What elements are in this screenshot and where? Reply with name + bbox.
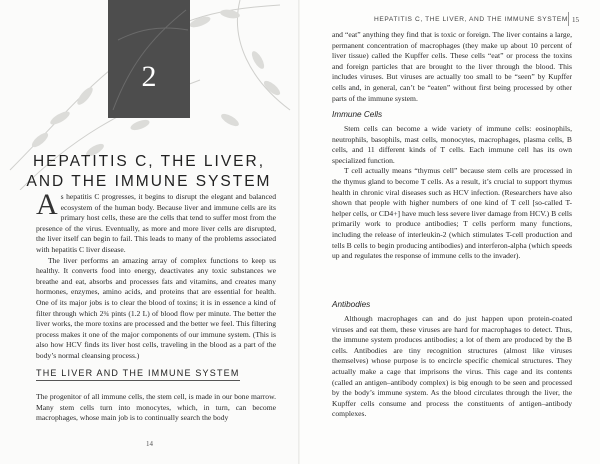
paragraph-antibodies: Although macrophages can and do just happen upon protein-coated viruses and eat them, these viruses are hard for macrophages to detect. Thus, the immune system produces antibodies; a lot of them are produced by the B cells. Antibodies are tiny recognition structures (almost like viruses themselves) whose purpose is to encircle specific chemical structures. They actually make a cage that imprisons the virus. This cage and its contents (called an antigen–antibody complex) is big enough to be seen and processed by the body’s immune system. As the blood circulates through the liver, the Kupffer cells consume and process the constituents of antigen–antibody complexes.: [332, 314, 572, 419]
subheading-immune-cells: Immune Cells: [332, 110, 383, 119]
chapter-number-block: [108, 0, 190, 118]
left-body-text: [36, 188, 276, 362]
right-body-text-top: [332, 30, 572, 104]
page-number-left: 14: [146, 440, 153, 448]
section-heading: THE LIVER AND THE IMMUNE SYSTEM: [36, 368, 240, 381]
chapter-number: 2: [141, 60, 157, 93]
paragraph-stem-cell: The progenitor of all immune cells, the stem cell, is made in our bone marrow. Many stem cells turn into monocytes, which, in turn, can become macrophages, whose main job is to continually search the body: [36, 392, 276, 423]
chapter-title: [10, 152, 288, 192]
right-body-text-bottom: [332, 314, 572, 420]
paragraph-t-cells: T cell actually means “thymus cell” because stem cells are processed in the thymus gland to become T cells. As a result, it’s crucial to support thymus health in chronic viral diseases such as HCV infection. (Researchers have also shown that people with higher numbers of one kind of T cell [so-called T-helper cells, or CD4+] have much less severe liver damage from HCV.) B cells primarily work to produce antibodies; T cells perform many functions, including the release of interleukin-2 (which stimulates T-cell production and tells B cells to begin producing antibodies) and interferon-alpha (which speeds up and regulates the response of immune cells to the invader).: [332, 166, 572, 261]
subheading-antibodies: Antibodies: [332, 300, 371, 309]
page-number-right: 15: [572, 16, 579, 24]
drop-cap: A: [36, 188, 58, 221]
chapter-title-line2: AND THE IMMUNE SYSTEM: [26, 173, 272, 190]
chapter-block-ornament: [108, 0, 190, 118]
right-body-text-middle: [332, 124, 572, 262]
running-head-divider: [568, 12, 569, 26]
left-body-text-continued: [36, 392, 276, 424]
paragraph-liver-functions: The liver performs an amazing array of complex functions to keep us healthy. It converts food into energy, deactivates any toxic substances we breathe and eat, absorbs and processes fats and vitamins, and creates many hormones, enzymes, amino acids, and proteins that are essential for health. One of its major jobs is to clear the blood of toxins; it is in essence a kind of filter through which 2¾ pints (1.2 L) of blood flow per minute. The better the liver works, the more toxins are processed and the better we feel. This filtering process makes it one of the major components of our immune system. (This is also how HCV finds its liver host cells, traveling in the blood as a part of the body’s normal cleansing process.): [36, 255, 276, 360]
paragraph-stem-cells: Stem cells can become a wide variety of immune cells: eosinophils, neutrophils, basophils, mast cells, monocytes, macrophages, plasma cells, B cells, and 11 different kinds of T cells. Each immune cell has its own specialized function.: [332, 124, 572, 165]
chapter-title-line1: HEPATITIS C, THE LIVER,: [32, 153, 266, 170]
running-head: HEPATITIS C, THE LIVER, AND THE IMMUNE SYSTEM: [374, 16, 568, 23]
paragraph-intro: As hepatitis C progresses, it begins to disrupt the elegant and balanced ecosystem of the human body. Because liver and immune cells are its primary host cells, these are the cells that tend to suffer most from the presence of the virus. Eventually, as more and more liver cells are disrupted, the liver itself can begin to fail. This leads to many of the problems associated with hepatitis C liver disease.: [36, 188, 276, 254]
paragraph-macrophages: and “eat” anything they find that is toxic or foreign. The liver contains a large, permanent concentration of macrophages (they make up about 10 percent of liver tissue) called the Kupffer cells. These cells “eat” or process the toxins and foreign particles that are brought to the liver through the blood. This includes viruses. But viruses are actually too small to be “seen” by Kupffer cells and, in general, can’t be “eaten” without first being processed by other parts of the immune system.: [332, 30, 572, 103]
